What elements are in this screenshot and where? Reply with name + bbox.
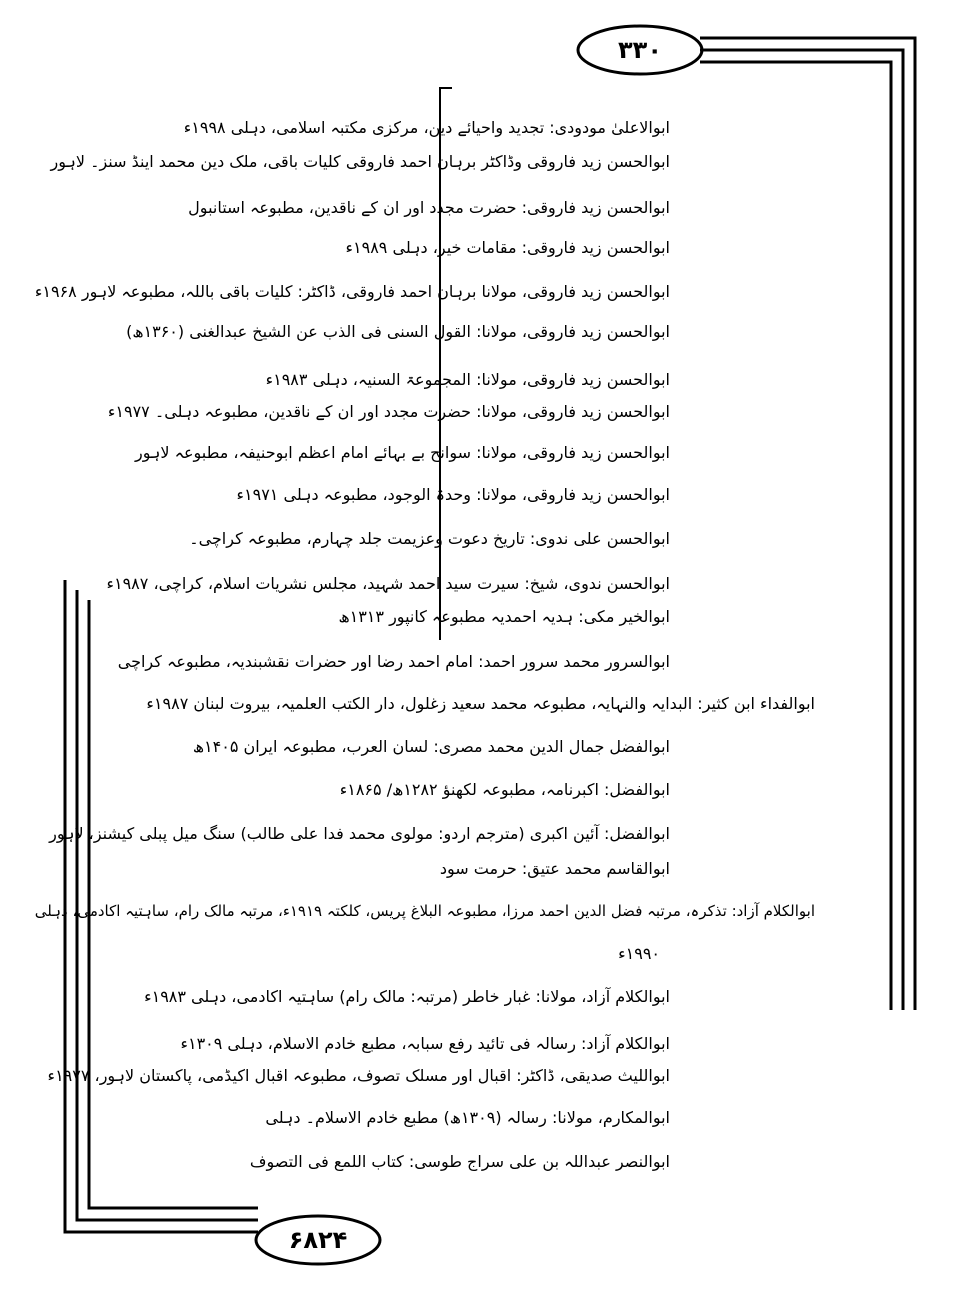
list-item: ابوالحسن زید فاروقی، مولانا: وحدۃ الوجود، مطبوعہ دہلی ۱۹۷۱ء <box>236 485 670 504</box>
list-item: ابوالحسن زید فاروقی، مولانا: المجموعۃ السنیہ، دہلی ۱۹۸۳ء <box>265 370 670 389</box>
list-item: ابوالفضل: اکبرنامہ، مطبوعہ لکھنؤ ۱۲۸۲ھ/ ۱۸۶۵ء <box>339 780 670 799</box>
list-item: ابوالحسن زید فاروقی، مولانا: القول السنی فی الذب عن الشیخ عبدالغنی (۱۳۶۰ھ) <box>126 322 670 341</box>
list-item: ابوالفداء ابن کثیر: البدایہ والنہایہ، مطبوعہ محمد سعید زغلول، دار الکتب العلمیہ، بیروت لبنان ۱۹۸۷ء <box>146 694 815 713</box>
list-item: ابوالاعلیٰ مودودی: تجدید واحیائے دین، مرکزی مکتبہ اسلامی، دہلی ۱۹۹۸ء <box>183 118 670 137</box>
list-item: ابوالنصر عبداللہ بن علی سراج طوسی: کتاب اللمع فی التصوف <box>249 1152 670 1171</box>
page-number: ۳۳۰ <box>618 36 662 64</box>
list-item: ابوالفضل جمال الدین محمد مصری: لسان العرب، مطبوعہ ایران ۱۴۰۵ھ <box>192 737 670 756</box>
list-item: ابوالحسن زید فاروقی وڈاکٹر برہان احمد فاروقی کلیات باقی، ملک دین محمد اینڈ سنز۔ لاہور <box>50 152 670 171</box>
list-item: ابوالکلام آزاد: تذکرہ، مرتبہ فضل الدین احمد مرزا، مطبوعہ البلاغ پریس، کلکتہ ۱۹۱۹ء، مرتبہ مالک رام، ساہتیہ اکادمی، دہلی <box>34 902 815 920</box>
list-item: ابواللیث صدیقی، ڈاکٹر: اقبال اور مسلک تصوف، مطبوعہ اقبال اکیڈمی، پاکستان لاہور، ۱۹۷۷ء <box>47 1066 670 1085</box>
list-item: ابوالمکارم، مولانا: رسالہ (۱۳۰۹ھ) مطبع خادم الاسلام۔ دہلی <box>265 1108 670 1127</box>
list-item: ابوالکلام آزاد، مولانا: غبار خاطر (مرتبہ: مالک رام) ساہتیہ اکادمی، دہلی ۱۹۸۳ء <box>144 987 670 1006</box>
list-item: ابوالحسن زید فاروقی: حضرت مجدد اور ان کے ناقدین، مطبوعہ استانبول <box>188 198 670 217</box>
list-item: ابوالکلام آزاد: رسالہ فی تائید رفع سبابہ، مطبع خادم الاسلام، دہلی ۱۳۰۹ء <box>180 1034 670 1053</box>
list-item: ابوالحسن زید فاروقی: مقامات خیر، دہلی ۱۹۸۹ء <box>345 238 670 257</box>
list-item: ۱۹۹۰ء <box>618 944 660 963</box>
list-item: ابوالفضل: آئین اکبری (مترجم اردو: مولوی محمد فدا علی طالب) سنگ میل پبلی کیشنز، لاہور <box>49 824 670 843</box>
list-item: ابوالخیر مکی: ہدیہ احمدیہ مطبوعہ کانپور ۱۳۱۳ھ <box>338 607 670 626</box>
list-item: ابوالحسن زید فاروقی، مولانا: حضرت مجدد اور ان کے ناقدین، مطبوعہ دہلی۔ ۱۹۷۷ء <box>107 402 670 421</box>
serial-number: ۶۸۲۴ <box>288 1226 348 1254</box>
list-item: ابوالحسن ندوی، شیخ: سیرت سید احمد شہید، مجلس نشریات اسلام، کراچی، ۱۹۸۷ء <box>106 574 670 593</box>
list-item: ابوالقاسم محمد عتیق: حرمت سود <box>439 859 670 878</box>
list-item: ابوالحسن زید فاروقی، مولانا برہان احمد فاروقی، ڈاکٹر: کلیات باقی باللہ، مطبوعہ لاہور ۱۹۶۸ء <box>34 282 670 301</box>
list-item: ابوالحسن علی ندوی: تاریخ دعوت وعزیمت جلد چہارم، مطبوعہ کراچی۔ <box>189 529 670 548</box>
list-item: ابوالسرور محمد سرور احمد: امام احمد رضا اور حضرات نقشبندیہ، مطبوعہ کراچی <box>117 652 670 671</box>
list-item: ابوالحسن زید فاروقی، مولانا: سوانح بے بہائے امام اعظم ابوحنیفہ، مطبوعہ لاہور <box>135 443 670 462</box>
